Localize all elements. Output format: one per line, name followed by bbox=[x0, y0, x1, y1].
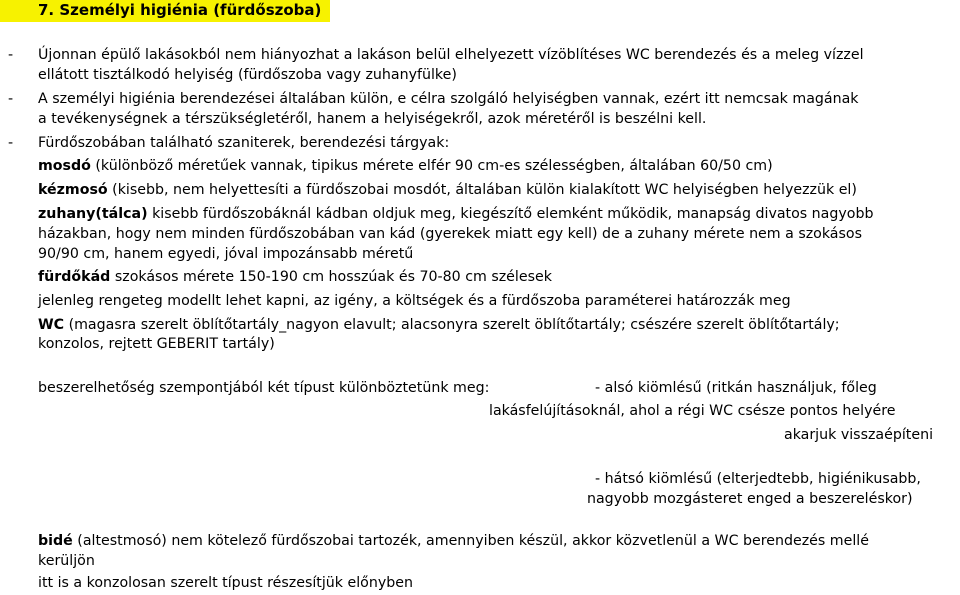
item1-line2: ellátott tisztálkodó helyiség (fürdőszoba vagy zuhanyfülke) bbox=[38, 67, 457, 83]
bide-line2: kerüljön bbox=[38, 553, 95, 569]
item2-line2: a tevékenységnek a térszükségletéről, hanem a helyiségekről, azok méretéről is beszélni kell. bbox=[38, 111, 707, 127]
wc-term: WC bbox=[38, 317, 65, 333]
wc-desc: (magasra szerelt öblítőtartály_nagyon elavult; alacsonyra szerelt öblítőtartály; csészére szerelt öblítőtartály; bbox=[64, 317, 840, 333]
bullet-dash-1: - bbox=[8, 47, 14, 63]
type1-line3: akarjuk visszaépíteni bbox=[784, 427, 934, 443]
item3-line1: Fürdőszobában található szaniterek, berendezési tárgyak: bbox=[38, 135, 450, 151]
type1-line1: - alsó kiömlésű (ritkán használjuk, főleg bbox=[595, 380, 877, 396]
wc-line2: konzolos, rejtett GEBERIT tartály) bbox=[38, 336, 275, 352]
mosdo-line bbox=[38, 154, 773, 178]
zuhany-line3: 90/90 cm, hanem egyedi, jóval impozánsabb méretű bbox=[38, 246, 414, 262]
bide-desc: (altestmosó) nem kötelező fürdőszobai tartozék, amennyiben készül, akkor közvetlenül a WC berendezés mellé bbox=[72, 533, 869, 549]
item1-line1: Újonnan épülő lakásokból nem hiányozhat a lakáson belül elhelyezett vízöblítéses WC berendezés és a meleg vízzel bbox=[38, 47, 864, 63]
kezmoso-line bbox=[38, 178, 857, 202]
kezmoso-desc: (kisebb, nem helyettesíti a fürdőszobai mosdót, általában külön kialakított WC helyiségben helyezzük el) bbox=[107, 182, 857, 198]
furdokad-desc: szokásos mérete 150-190 cm hosszúak és 70-80 cm szélesek bbox=[110, 269, 552, 285]
bide-line1 bbox=[38, 529, 869, 553]
zuhany-line2: házakban, hogy nem minden fürdőszobában van kád (gyerekek miatt egy kell) de a zuhany mérete nem a szokásos bbox=[38, 226, 862, 242]
furdokad-line2: jelenleg rengeteg modellt lehet kapni, az igény, a költségek és a fürdőszoba paraméterei határozzák meg bbox=[38, 293, 791, 309]
section-heading: 7. Személyi higiénia (fürdőszoba) bbox=[38, 1, 322, 19]
type2-line1: - hátsó kiömlésű (elterjedtebb, higiénikusabb, bbox=[595, 471, 921, 487]
type1-line2: lakásfelújításoknál, ahol a régi WC csésze pontos helyére bbox=[489, 403, 896, 419]
zuhany-desc: kisebb fürdőszobáknál kádban oldjuk meg, kiegészítő elemként működik, manapság divatos nagyobb bbox=[147, 206, 874, 222]
type2-line2: nagyobb mozgásteret enged a beszereléskor) bbox=[587, 491, 913, 507]
bullet-dash-2: - bbox=[8, 91, 14, 107]
bide-term: bidé bbox=[38, 533, 73, 549]
furdokad-line1 bbox=[38, 265, 552, 289]
zuhany-term: zuhany(tálca) bbox=[38, 206, 148, 222]
mosdo-term: mosdó bbox=[38, 158, 91, 174]
bide-line3: itt is a konzolosan szerelt típust részesítjük előnyben bbox=[38, 575, 413, 591]
item2-line1: A személyi higiénia berendezései általában külön, e célra szolgáló helyiségben vannak, ezért itt nemcsak magának bbox=[38, 91, 859, 107]
kezmoso-term: kézmosó bbox=[38, 182, 108, 198]
furdokad-term: fürdőkád bbox=[38, 269, 111, 285]
mosdo-desc: (különböző méretűek vannak, tipikus mérete elfér 90 cm-es szélességben, általában 60/50 cm) bbox=[90, 158, 773, 174]
bullet-dash-3: - bbox=[8, 135, 14, 151]
installation-intro: beszerelhetőség szempontjából két típust különböztetünk meg: bbox=[38, 380, 490, 396]
